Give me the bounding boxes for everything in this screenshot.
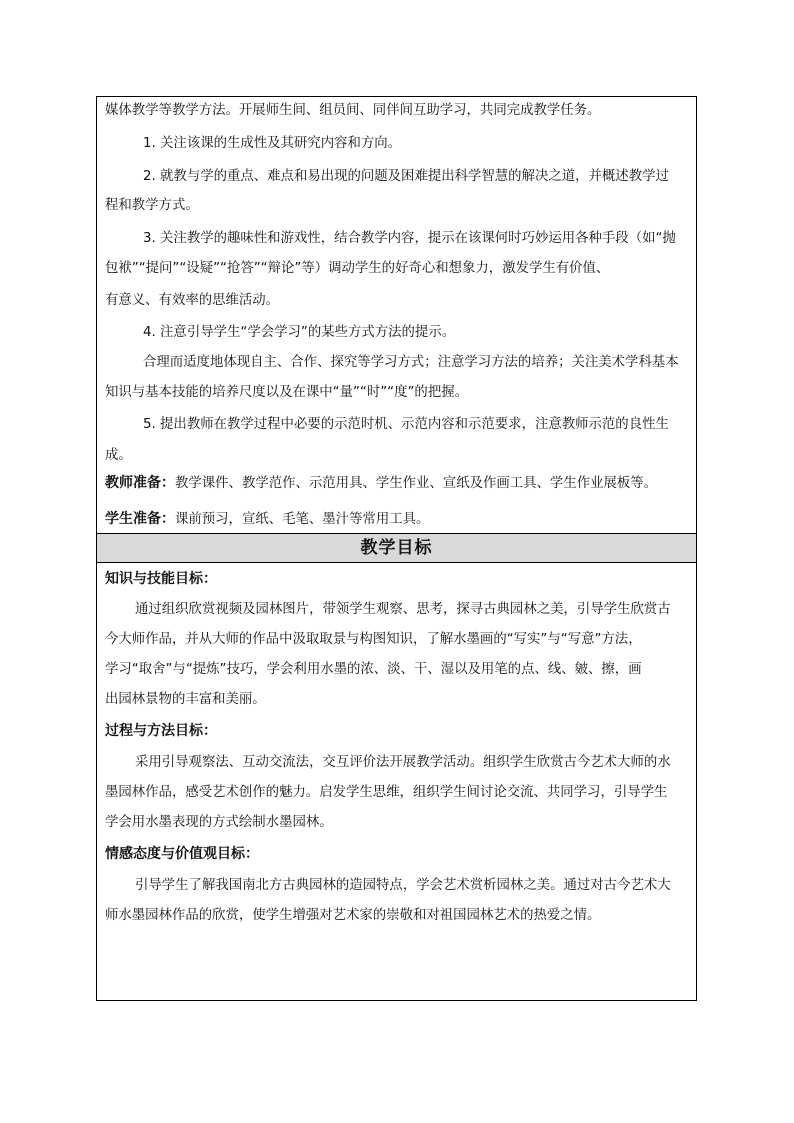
methods-line: 程和教学方式。: [105, 198, 199, 213]
lesson-plan-table: [96, 96, 697, 1001]
emotion-line: 师水墨园林作品的欣赏，使学生增强对艺术家的崇敬和对祖国园林艺术的热爱之情。: [105, 908, 601, 923]
knowledge-line: 出园林景物的丰富和美丽。: [105, 692, 266, 707]
methods-line: 包袱”“提问”“设疑”“抢答”“辩论”等）调动学生的好奇心和想象力，激发学生有价值、: [105, 261, 610, 276]
student-prep: [105, 505, 690, 534]
teacher-prep: [105, 469, 690, 498]
methods-line: 3. 关注教学的趣味性和游戏性，结合教学内容，提示在该课何时巧妙运用各种手段（如“抛: [143, 231, 676, 246]
knowledge-heading: 知识与技能目标：: [105, 571, 217, 587]
methods-line: 5. 提出教师在教学过程中必要的示范时机、示范内容和示范要求，注意教师示范的良性生: [143, 417, 669, 432]
teacher-prep-label: 教师准备：: [105, 475, 175, 491]
process-line: 墨园林作品，感受艺术创作的魅力。启发学生思维，组织学生间讨论交流、共同学习，引导学生: [105, 785, 668, 800]
methods-line: 1. 关注该课的生成性及其研究内容和方向。: [143, 136, 402, 151]
methods-line: 成。: [105, 448, 132, 463]
process-line: 采用引导观察法、互动交流法，交互评价法开展教学活动。组织学生欣赏古今艺术大师的水: [135, 755, 671, 770]
knowledge-line: 今大师作品，并从大师的作品中汲取取景与构图知识，了解水墨画的“写实”与“写意”方法，: [105, 632, 642, 647]
methods-line: 4. 注意引导学生“学会学习”的某些方式方法的提示。: [143, 325, 456, 340]
methods-line: 知识与基本技能的培养尺度以及在课中“量”“时”“度”的把握。: [105, 385, 468, 400]
student-prep-text: 课前预习，宣纸、毛笔、墨汁等常用工具。: [175, 512, 430, 527]
methods-line: 合理而适度地体现自主、合作、探究等学习方式；注意学习方法的培养；关注美术学科基本: [143, 355, 679, 370]
teaching-methods-cell: [97, 97, 696, 534]
student-prep-label: 学生准备：: [105, 511, 175, 527]
process-line: 学会用水墨表现的方式绘制水墨园林。: [105, 815, 333, 830]
knowledge-line: 学习“取舍”与“提炼”技巧，学会利用水墨的浓、淡、干、湿以及用笔的点、线、皴、擦，画: [105, 662, 642, 677]
objectives-title: 教学目标: [97, 534, 696, 563]
emotion-heading: 情感态度与价值观目标：: [105, 846, 259, 862]
methods-line: 有意义、有效率的思维活动。: [105, 293, 280, 308]
teacher-prep-text: 教学课件、教学范作、示范用具、学生作业、宣纸及作画工具、学生作业展板等。: [175, 476, 658, 491]
objectives-cell: [97, 563, 696, 1000]
emotion-line: 引导学生了解我国南北方古典园林的造园特点，学会艺术赏析园林之美。通过对古今艺术大: [135, 878, 671, 893]
methods-line: 2. 就教与学的重点、难点和易出现的问题及困难提出科学智慧的解决之道，并概述教学过: [143, 169, 669, 184]
process-heading: 过程与方法目标：: [105, 723, 217, 739]
methods-line: 媒体教学等教学方法。开展师生间、组员间、同伴间互助学习，共同完成教学任务。: [105, 103, 601, 118]
knowledge-line: 通过组织欣赏视频及园林图片，带领学生观察、思考，探寻古典园林之美，引导学生欣赏古: [135, 602, 671, 617]
